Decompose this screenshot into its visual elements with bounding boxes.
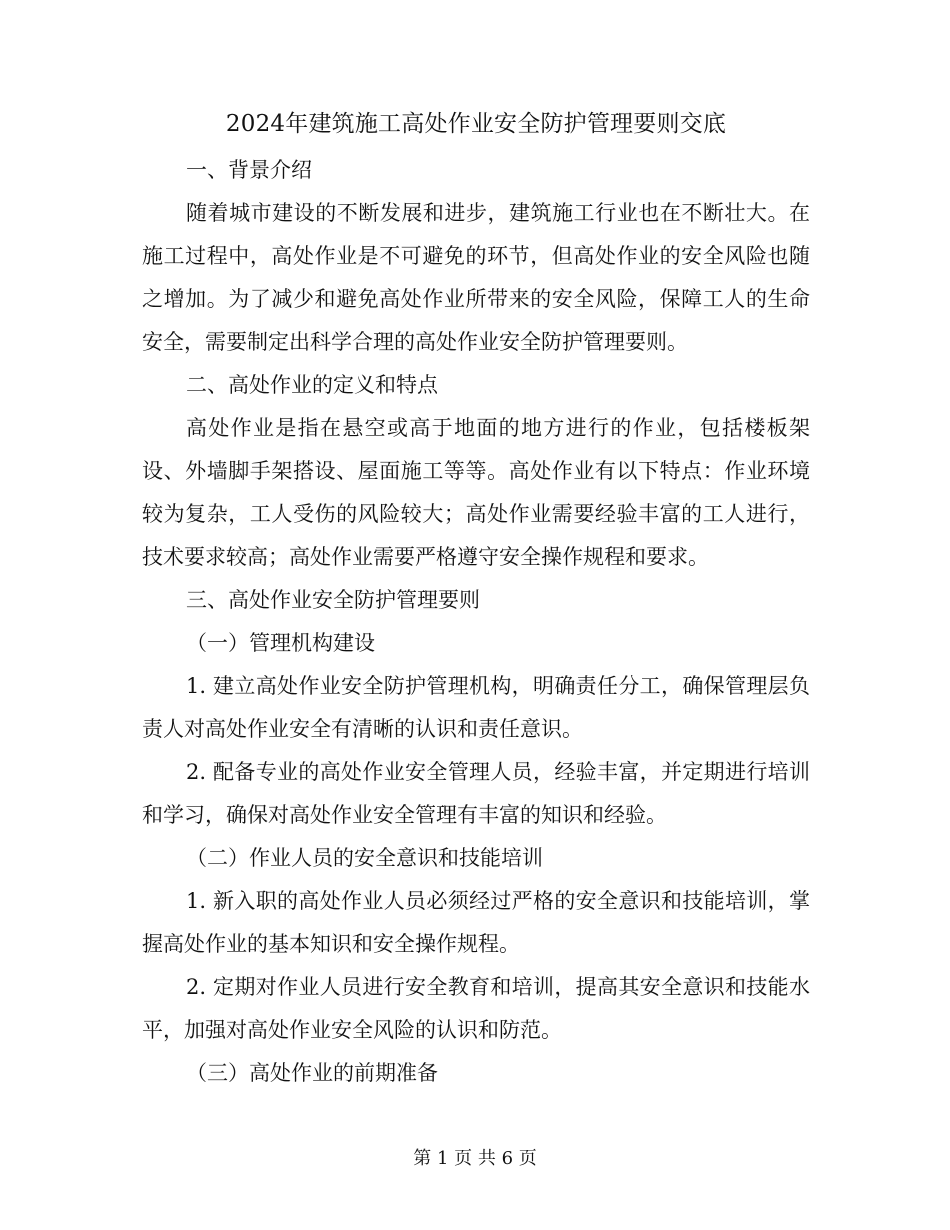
document-title: 2024年建筑施工高处作业安全防护管理要则交底 bbox=[225, 111, 727, 137]
subsection-heading-organization: （一）管理机构建设 bbox=[186, 631, 375, 655]
list-item-training-1: 1. 新入职的高处作业人员必须经过严格的安全意识和技能培训，掌握高处作业的基本知识和安全操作规程。 bbox=[142, 889, 810, 956]
paragraph-definition: 高处作业是指在悬空或高于地面的地方进行的作业，包括楼板架设、外墙脚手架搭设、屋面施工等等。高处作业有以下特点：作业环境较为复杂，工人受伤的风险较大；高处作业需要经验丰富的工人进行，技术要求较高；高处作业需要严格遵守安全操作规程和要求。 bbox=[142, 416, 810, 569]
page-number-footer: 第 1 页 共 6 页 bbox=[413, 1148, 537, 1169]
subsection-heading-preparation: （三）高处作业的前期准备 bbox=[186, 1061, 438, 1085]
list-item-training-2: 2. 定期对作业人员进行安全教育和培训，提高其安全意识和技能水平，加强对高处作业安全风险的认识和防范。 bbox=[142, 975, 810, 1042]
list-item-organization-1: 1. 建立高处作业安全防护管理机构，明确责任分工，确保管理层负责人对高处作业安全有清晰的认识和责任意识。 bbox=[142, 674, 810, 741]
subsection-heading-training: （二）作业人员的安全意识和技能培训 bbox=[186, 846, 543, 870]
section-heading-background: 一、背景介绍 bbox=[186, 158, 312, 182]
section-heading-rules: 三、高处作业安全防护管理要则 bbox=[186, 588, 480, 612]
section-heading-definition: 二、高处作业的定义和特点 bbox=[186, 373, 438, 397]
paragraph-background: 随着城市建设的不断发展和进步，建筑施工行业也在不断壮大。在施工过程中，高处作业是不可避免的环节，但高处作业的安全风险也随之增加。为了减少和避免高处作业所带来的安全风险，保障工人的生命安全，需要制定出科学合理的高处作业安全防护管理要则。 bbox=[142, 201, 810, 354]
list-item-organization-2: 2. 配备专业的高处作业安全管理人员，经验丰富，并定期进行培训和学习，确保对高处作业安全管理有丰富的知识和经验。 bbox=[142, 760, 810, 827]
document-body bbox=[142, 104, 810, 1095]
